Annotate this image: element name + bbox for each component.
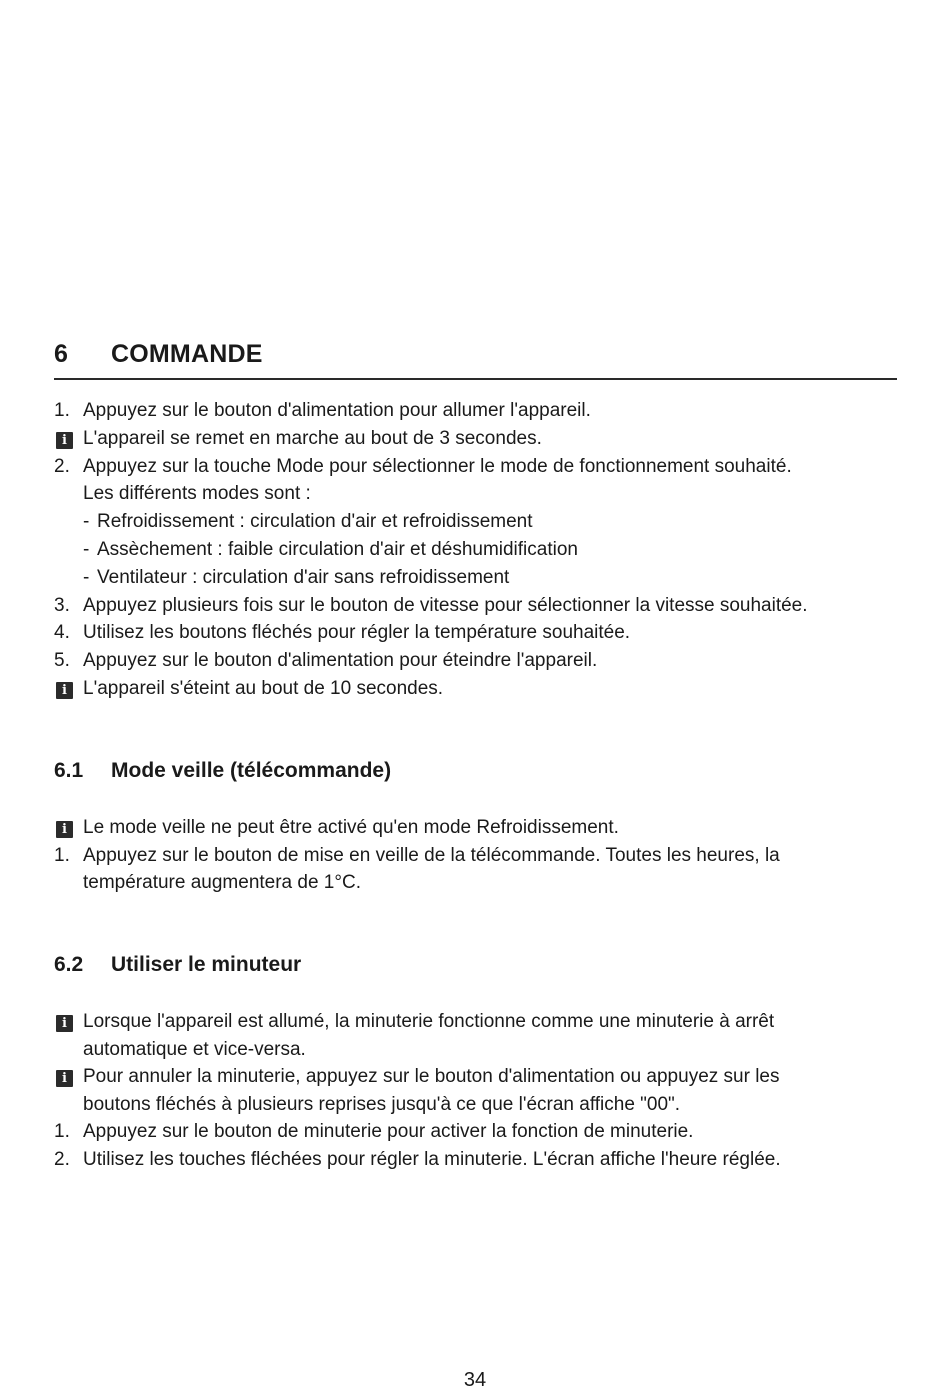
list-item-text: Lorsque l'appareil est allumé, la minuterie fonctionne comme une minuterie à arrêt [83, 1011, 775, 1032]
list-item-text: température augmentera de 1°C. [83, 872, 361, 893]
list-marker: 5. [54, 650, 70, 672]
subsection-heading-minuteur [54, 953, 301, 977]
list-item-text: Les différents modes sont : [83, 483, 311, 505]
list-item [54, 480, 914, 508]
list-item [54, 647, 914, 675]
list-marker: 2. [54, 455, 70, 477]
list-marker: 4. [54, 622, 70, 644]
section-title: COMMANDE [111, 340, 263, 368]
subsection-heading-mode-veille [54, 759, 391, 783]
list-item [54, 1118, 914, 1146]
list-marker: 2. [54, 1149, 70, 1170]
info-note [54, 1063, 914, 1091]
info-note [54, 814, 914, 842]
list-item-text: Le mode veille ne peut être activé qu'en mode Refroidissement. [83, 817, 619, 838]
list-item-text: Appuyez sur le bouton d'alimentation pour éteindre l'appareil. [83, 650, 598, 672]
info-icon: i [56, 682, 73, 699]
list-marker: 1. [54, 844, 70, 866]
list-marker: 1. [54, 400, 70, 421]
list-item [54, 1036, 914, 1064]
list-item-text: Appuyez sur la touche Mode pour sélectionner le mode de fonctionnement souhaité. [83, 455, 792, 477]
section-number: 6 [54, 340, 69, 368]
list-marker: - [83, 539, 90, 560]
list-marker: 3. [54, 594, 70, 616]
list-item-text: Appuyez plusieurs fois sur le bouton de vitesse pour sélectionner la vitesse souhaitée. [83, 594, 808, 616]
section-divider [54, 378, 897, 380]
list-item [54, 869, 914, 897]
subsection-number: 6.2 [54, 953, 84, 976]
list-item-text: L'appareil s'éteint au bout de 10 secondes. [83, 678, 444, 699]
list-marker: 1. [54, 1121, 70, 1143]
section-heading [54, 340, 263, 369]
list-item [54, 842, 914, 870]
info-note [54, 1008, 914, 1036]
list-item-text: automatique et vice-versa. [83, 1038, 306, 1060]
info-note [54, 425, 914, 453]
list-item [54, 397, 914, 425]
list-item [54, 592, 914, 620]
info-icon: i [56, 1070, 73, 1087]
list-item-text: Pour annuler la minuterie, appuyez sur le bouton d'alimentation ou appuyez sur les [83, 1066, 780, 1088]
subsection-number: 6.1 [54, 759, 84, 782]
list-item-text: Utilisez les boutons fléchés pour régler la température souhaitée. [83, 622, 631, 644]
info-note [54, 675, 914, 703]
list-item [54, 1091, 914, 1119]
list-item [54, 536, 914, 564]
list-item [54, 508, 914, 536]
list-item-text: Appuyez sur le bouton d'alimentation pour allumer l'appareil. [83, 400, 591, 421]
list-item-text: L'appareil se remet en marche au bout de 3 secondes. [83, 427, 542, 449]
info-icon: i [56, 1015, 73, 1032]
info-icon: i [56, 432, 73, 449]
list-item-text: boutons fléchés à plusieurs reprises jusqu'à ce que l'écran affiche "00". [83, 1093, 681, 1115]
list-item-text: Appuyez sur le bouton de mise en veille de la télécommande. Toutes les heures, la [83, 844, 780, 866]
list-item [54, 453, 914, 481]
list-marker: - [83, 566, 90, 588]
info-icon: i [56, 821, 73, 838]
list-item-text: Appuyez sur le bouton de minuterie pour activer la fonction de minuterie. [83, 1121, 694, 1143]
list-item-text: Utilisez les touches fléchées pour régler la minuterie. L'écran affiche l'heure réglée. [83, 1149, 781, 1170]
page-number: 34 [463, 1369, 487, 1391]
subsection-title: Utiliser le minuteur [111, 953, 302, 976]
subsection-title: Mode veille (télécommande) [111, 759, 392, 782]
list-item-text: Assèchement : faible circulation d'air et déshumidification [97, 539, 578, 560]
list-marker: - [83, 511, 90, 533]
list-item-text: Refroidissement : circulation d'air et refroidissement [97, 511, 533, 533]
list-item-text: Ventilateur : circulation d'air sans refroidissement [97, 566, 510, 588]
list-item [54, 619, 914, 647]
list-item [54, 1146, 914, 1174]
list-item [54, 564, 914, 592]
